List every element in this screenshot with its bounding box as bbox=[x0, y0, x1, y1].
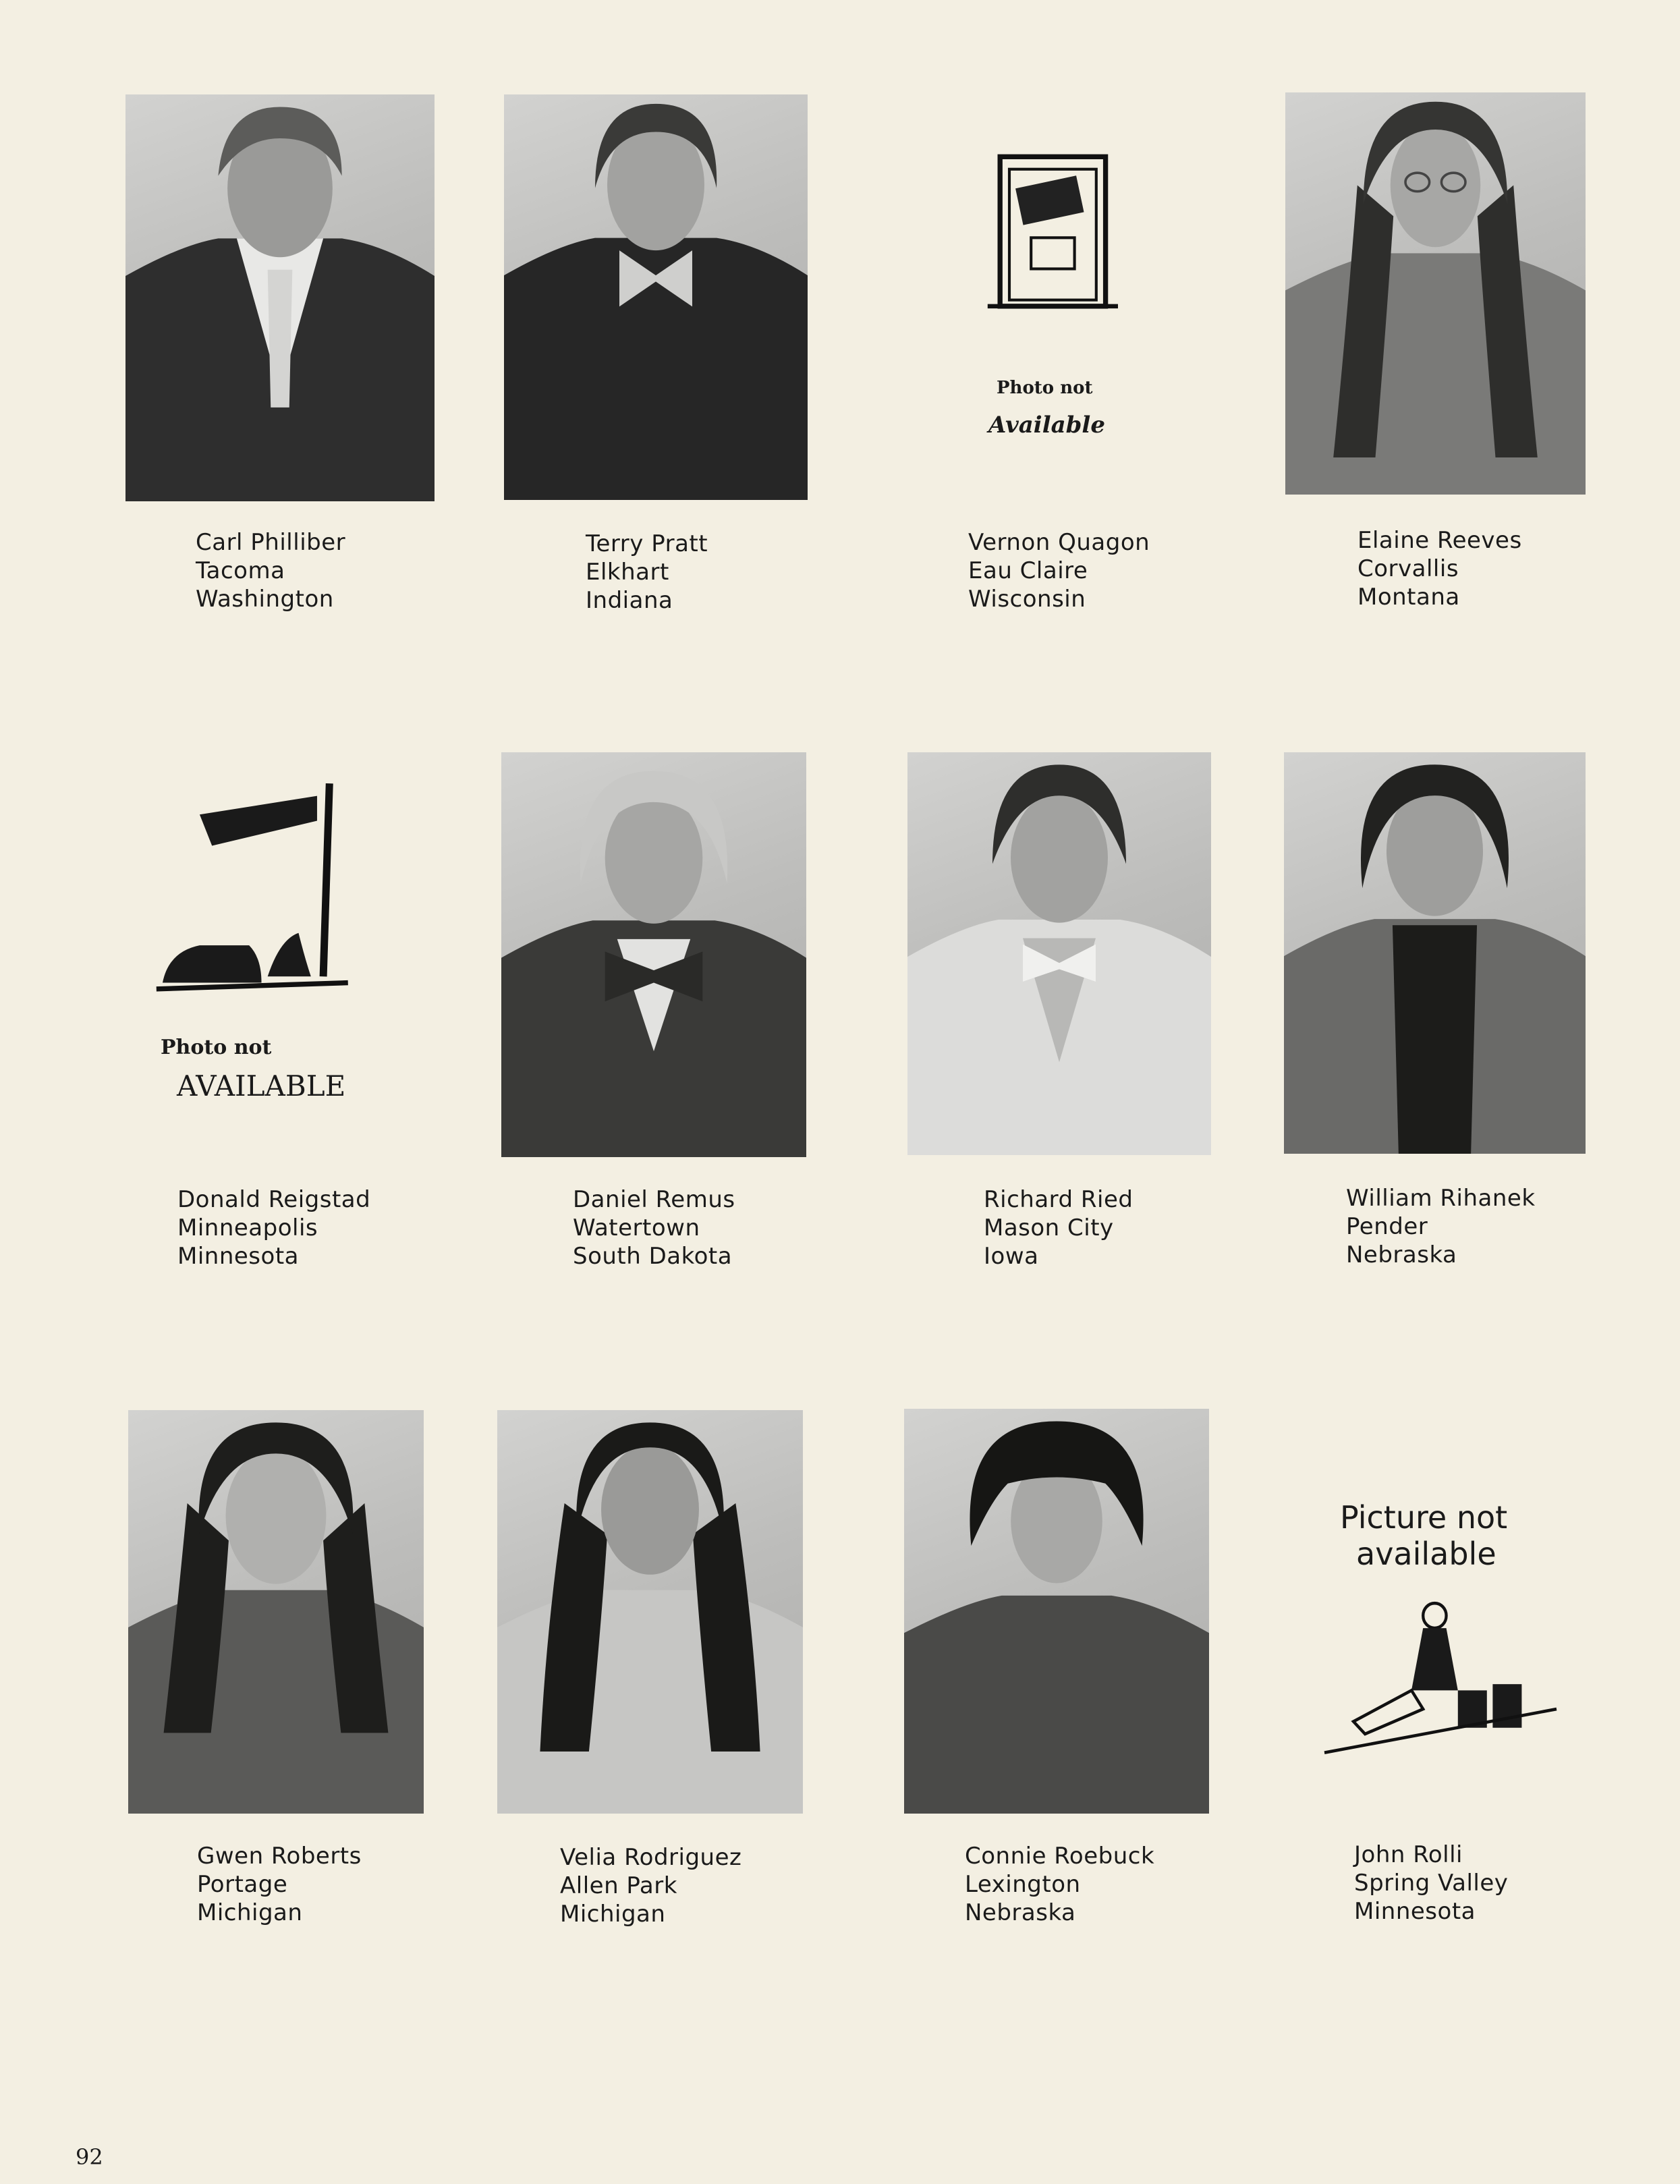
portrait-photo-elaine-reeves bbox=[1285, 92, 1586, 495]
page-number: 92 bbox=[76, 2144, 103, 2170]
student-state: Washington bbox=[196, 586, 334, 613]
student-city: Watertown bbox=[573, 1214, 700, 1241]
placeholder-line1: Picture not bbox=[1340, 1499, 1508, 1536]
student-name: Elaine Reeves bbox=[1357, 527, 1522, 554]
student-caption bbox=[968, 528, 1150, 613]
student-state: Nebraska bbox=[1346, 1241, 1457, 1268]
student-name: Velia Rodriguez bbox=[560, 1844, 742, 1871]
placeholder-line1: Photo not bbox=[997, 378, 1093, 398]
student-name: Donald Reigstad bbox=[177, 1186, 371, 1213]
student-name: William Rihanek bbox=[1346, 1185, 1536, 1212]
placeholder-line2: available bbox=[1356, 1536, 1496, 1572]
student-city: Allen Park bbox=[560, 1872, 677, 1899]
student-state: Minnesota bbox=[1354, 1898, 1476, 1925]
student-state: Montana bbox=[1357, 584, 1460, 611]
student-state: South Dakota bbox=[573, 1243, 733, 1270]
student-state: Minnesota bbox=[177, 1243, 299, 1270]
student-name: Connie Roebuck bbox=[965, 1843, 1155, 1870]
student-city: Corvallis bbox=[1357, 555, 1459, 582]
picture-not-available-cartoon-illustration bbox=[1295, 1410, 1586, 1815]
portrait-photo-daniel-remus bbox=[501, 752, 806, 1157]
student-caption bbox=[1354, 1841, 1508, 1926]
portrait-photo-carl-philliber bbox=[125, 94, 435, 501]
portrait-photo-terry-pratt bbox=[504, 94, 808, 500]
student-state: Wisconsin bbox=[968, 586, 1086, 613]
student-caption bbox=[196, 528, 345, 613]
student-name: Daniel Remus bbox=[573, 1186, 735, 1213]
student-state: Michigan bbox=[560, 1901, 666, 1928]
student-name: John Rolli bbox=[1354, 1841, 1463, 1868]
portrait-photo-gwen-roberts bbox=[128, 1410, 424, 1814]
student-state: Iowa bbox=[984, 1243, 1039, 1270]
student-state: Michigan bbox=[197, 1899, 303, 1926]
photo-not-available-school-sign-illustration bbox=[125, 752, 435, 1157]
portrait-photo-william-rihanek bbox=[1284, 752, 1586, 1154]
student-city: Portage bbox=[197, 1871, 288, 1898]
student-caption bbox=[1357, 526, 1522, 611]
portrait-photo-connie-roebuck bbox=[904, 1409, 1209, 1814]
portrait-photo-velia-rodriguez bbox=[497, 1410, 803, 1814]
student-city: Pender bbox=[1346, 1213, 1428, 1240]
student-name: Gwen Roberts bbox=[197, 1843, 362, 1870]
student-caption bbox=[965, 1842, 1154, 1927]
student-caption bbox=[586, 530, 708, 615]
student-caption bbox=[573, 1185, 735, 1270]
photo-not-available-exams-illustration bbox=[901, 94, 1211, 499]
student-caption bbox=[177, 1185, 370, 1270]
student-caption bbox=[1346, 1184, 1536, 1269]
placeholder-line1: Photo not bbox=[161, 1036, 272, 1059]
placeholder-line2: AVAILABLE bbox=[177, 1069, 346, 1102]
student-name: Richard Ried bbox=[984, 1186, 1133, 1213]
student-state: Indiana bbox=[586, 587, 673, 614]
student-city: Elkhart bbox=[586, 559, 669, 586]
student-city: Spring Valley bbox=[1354, 1870, 1509, 1897]
student-city: Lexington bbox=[965, 1871, 1081, 1898]
portrait-photo-richard-ried bbox=[907, 752, 1211, 1155]
student-state: Nebraska bbox=[965, 1899, 1076, 1926]
student-name: Terry Pratt bbox=[586, 530, 708, 557]
student-name: Carl Philliber bbox=[196, 529, 346, 556]
placeholder-line2: Available bbox=[988, 412, 1105, 439]
student-city: Tacoma bbox=[196, 557, 285, 584]
student-name: Vernon Quagon bbox=[968, 529, 1150, 556]
student-city: Eau Claire bbox=[968, 557, 1088, 584]
student-caption bbox=[560, 1843, 741, 1928]
student-caption bbox=[984, 1185, 1133, 1270]
student-caption bbox=[197, 1842, 362, 1927]
student-city: Mason City bbox=[984, 1214, 1114, 1241]
student-city: Minneapolis bbox=[177, 1214, 318, 1241]
